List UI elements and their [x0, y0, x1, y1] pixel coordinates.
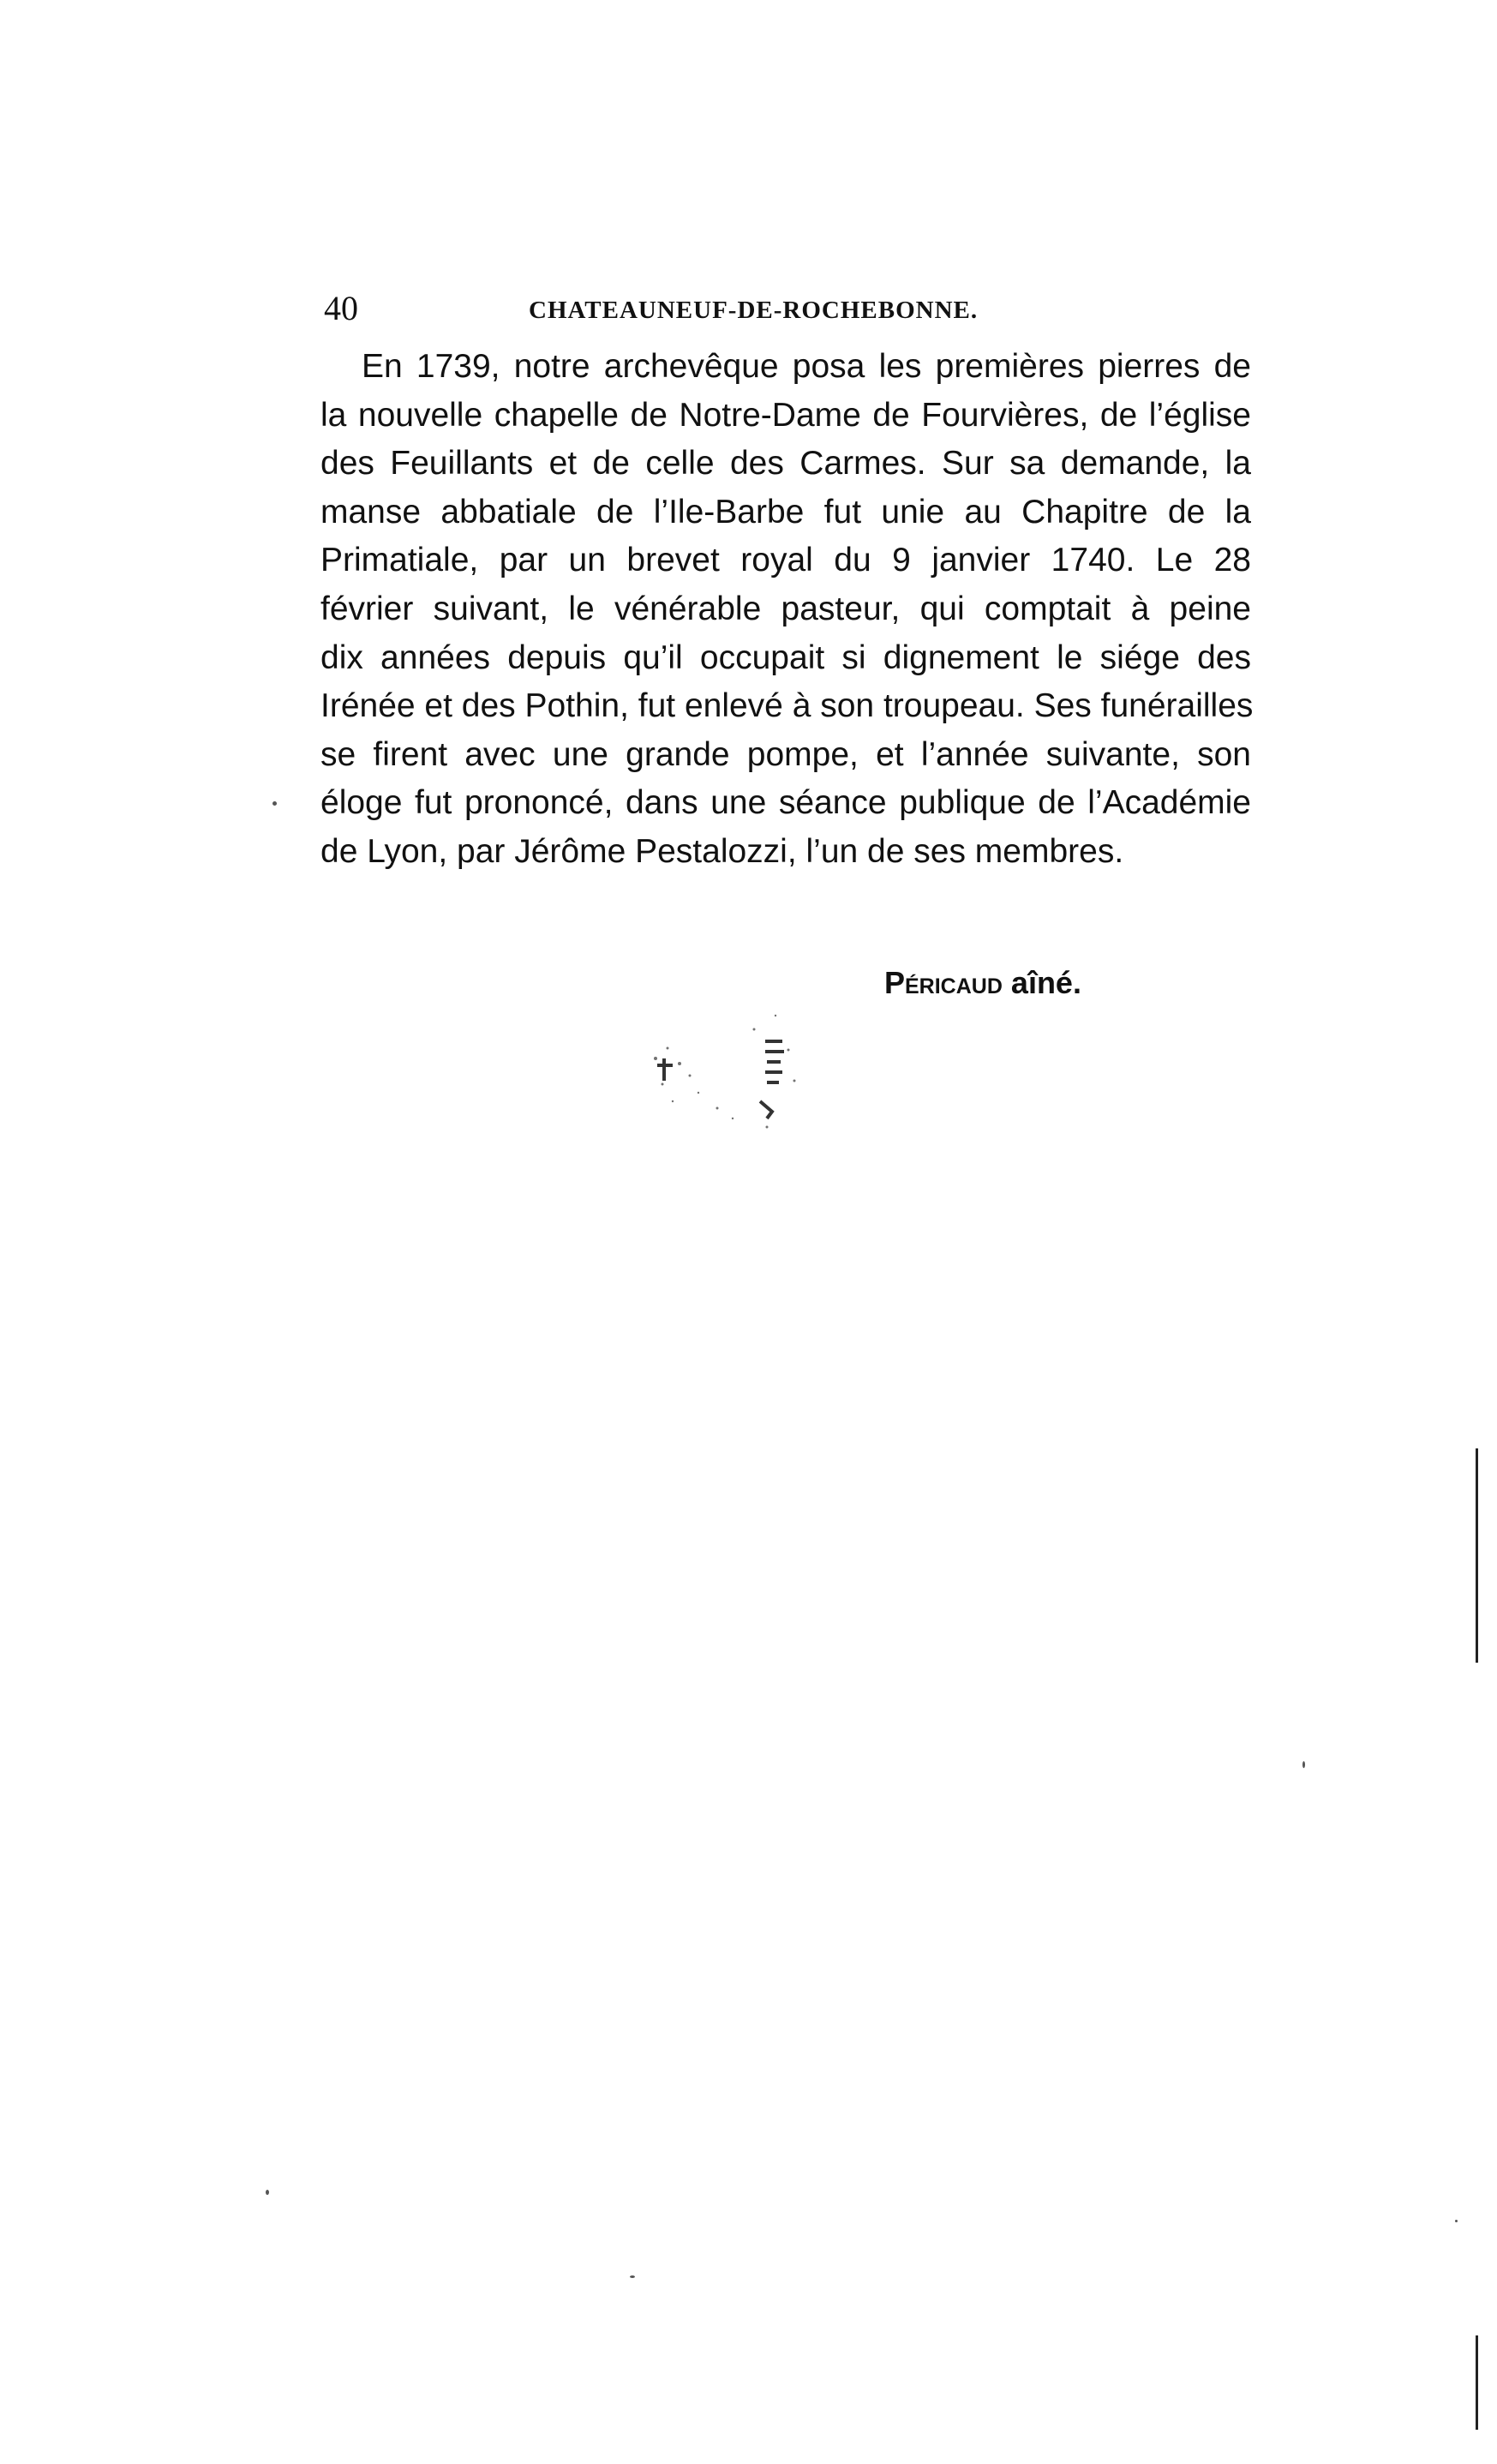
paragraph-line: En 1739, notre archevêque posa les premières pierres de: [362, 348, 1251, 385]
paragraph-line: Irénée et des Pothin, fut enlevé à son troupeau. Ses funérailles: [320, 687, 1254, 725]
paragraph-line: des Feuillants et de celle des Carmes. Sur sa demande, la: [320, 445, 1251, 483]
paper-speck: [1455, 2220, 1458, 2222]
edge-rule: [1476, 1448, 1478, 1663]
edge-rule: [1476, 2335, 1478, 2430]
paragraph-line: manse abbatiale de l’Ile-Barbe fut unie au Chapitre de la: [320, 493, 1251, 531]
paper-speck: [1302, 1761, 1305, 1768]
paragraph-line: Primatiale, par un brevet royal du 9 janvier 1740. Le 28: [320, 542, 1251, 579]
paragraph-line: se firent avec une grande pompe, et l’année suivante, son: [320, 735, 1251, 773]
author-name: Péricaud: [884, 965, 1003, 1000]
library-stamp-icon: [638, 998, 835, 1153]
paper-speck: [272, 801, 277, 806]
author-signature: [884, 964, 1081, 1002]
body-paragraph: [320, 343, 1254, 877]
paragraph-line: la nouvelle chapelle de Notre-Dame de Fourvières, de l’église: [320, 396, 1251, 434]
author-suffix: aîné.: [1010, 965, 1081, 1000]
paragraph-line: dix années depuis qu’il occupait si dignement le siége des: [320, 638, 1251, 676]
running-head: [324, 290, 1258, 327]
running-title: CHATEAUNEUF-DE-ROCHEBONNE.: [529, 297, 979, 324]
paper-speck: [630, 2275, 635, 2278]
paragraph-line: de Lyon, par Jérôme Pestalozzi, l’un de ses membres.: [320, 832, 1124, 870]
paper-speck: [266, 2190, 269, 2195]
paragraph-line: éloge fut prononcé, dans une séance publique de l’Académie: [320, 784, 1251, 822]
paragraph-line: février suivant, le vénérable pasteur, qui comptait à peine: [320, 590, 1251, 627]
page-number: 40: [324, 289, 358, 327]
